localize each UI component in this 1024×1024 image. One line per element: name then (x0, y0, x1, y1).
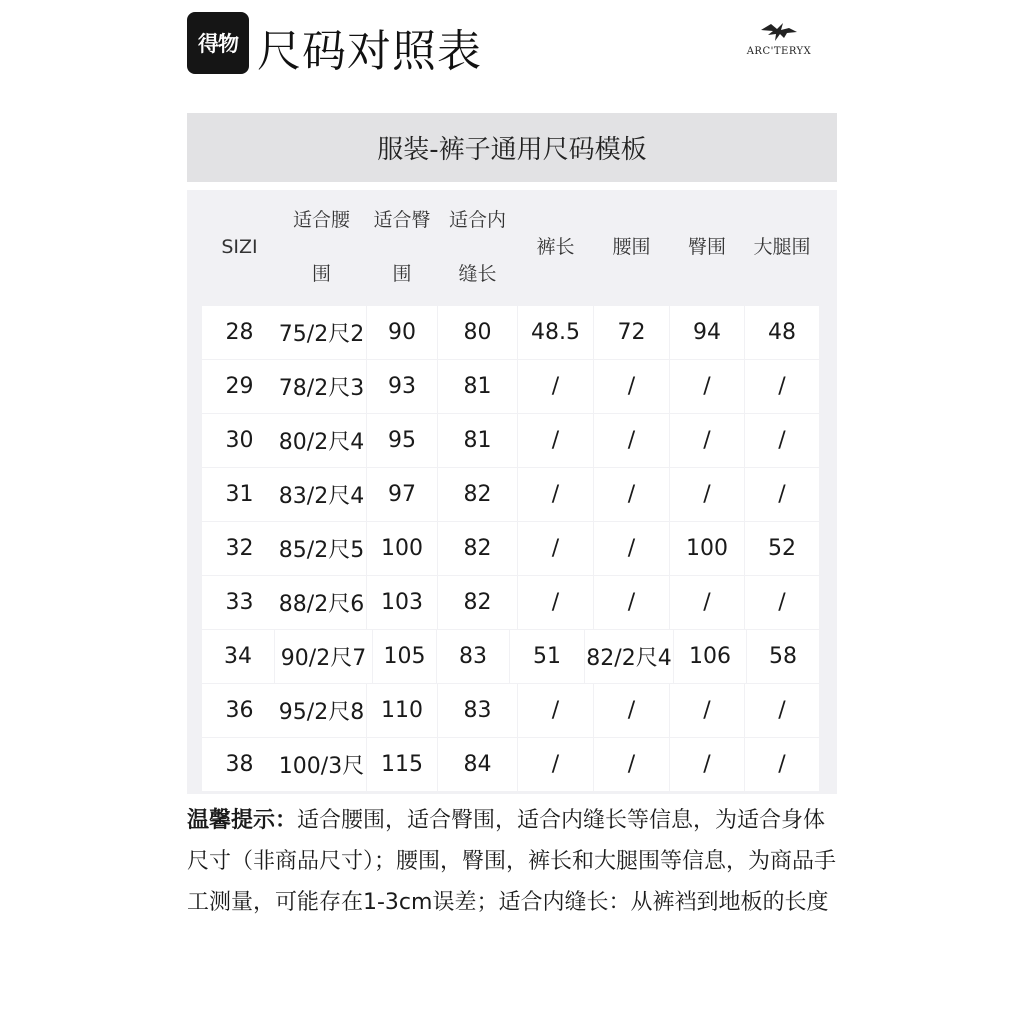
col-header-fit-waist: 围 (311, 263, 331, 285)
table-cell-fit-inseam: 82 (438, 576, 517, 629)
col-header-fit-waist: 适合腰 (292, 209, 350, 231)
table-cell-fit-hip: 115 (367, 738, 437, 791)
table-cell-pants-length: / (518, 468, 593, 521)
table-cell-fit-hip: 100 (367, 522, 437, 575)
table-cell-size: 29 (202, 360, 277, 413)
table-cell-pants-length: / (518, 360, 593, 413)
brand-logo (739, 20, 819, 57)
table-cell-size: 33 (202, 576, 277, 629)
table-cell-pants-length: / (518, 684, 593, 737)
table-cell-hip: / (670, 738, 744, 791)
col-header-waist: 腰围 (612, 236, 651, 258)
table-cell-size: 30 (202, 414, 277, 467)
table-cell-hip: / (670, 576, 744, 629)
table-cell-hip: 106 (674, 630, 746, 683)
table-cell-waist: / (594, 414, 669, 467)
table-cell-hip: / (670, 684, 744, 737)
archaeopteryx-icon (757, 20, 801, 44)
table-cell-hip: / (670, 414, 744, 467)
table-cell-size: 38 (202, 738, 277, 791)
table-cell-fit-inseam: 83 (437, 630, 509, 683)
table-cell-thigh: / (745, 576, 819, 629)
table-cell-fit-inseam: 80 (438, 306, 517, 359)
table-cell-hip: 94 (670, 306, 744, 359)
col-header-hip: 臀围 (687, 236, 726, 258)
col-header-fit-inseam: 适合内 (448, 209, 506, 231)
table-cell-fit-hip: 103 (367, 576, 437, 629)
tips-label: 温馨提示： (187, 808, 298, 833)
table-cell-fit-waist: 100/3尺 (277, 738, 366, 791)
table-cell-size: 34 (202, 630, 274, 683)
table-cell-size: 36 (202, 684, 277, 737)
table-cell-fit-waist: 88/2尺6 (277, 576, 366, 629)
col-header-fit-inseam: 缝长 (458, 263, 497, 285)
table-cell-waist: / (594, 468, 669, 521)
table-cell-thigh: / (745, 414, 819, 467)
table-cell-thigh: 58 (747, 630, 819, 683)
table-cell-waist: 72 (594, 306, 669, 359)
table-cell-hip: / (670, 360, 744, 413)
col-header-pants-length: 裤长 (536, 236, 575, 258)
table-cell-fit-waist: 83/2尺4 (277, 468, 366, 521)
table-cell-fit-waist: 95/2尺8 (277, 684, 366, 737)
app-logo: 得物 (187, 12, 249, 74)
table-cell-fit-hip: 105 (373, 630, 436, 683)
table-cell-pants-length: 48.5 (518, 306, 593, 359)
table-cell-fit-inseam: 82 (438, 468, 517, 521)
table-title-banner: 服装-裤子通用尺码模板 (187, 113, 837, 182)
table-cell-thigh: / (745, 738, 819, 791)
table-cell-waist: / (594, 360, 669, 413)
table-cell-size: 31 (202, 468, 277, 521)
table-cell-fit-inseam: 81 (438, 360, 517, 413)
table-cell-fit-waist: 80/2尺4 (277, 414, 366, 467)
table-cell-fit-inseam: 84 (438, 738, 517, 791)
table-cell-fit-hip: 93 (367, 360, 437, 413)
size-table (187, 190, 837, 794)
table-cell-waist: / (594, 522, 669, 575)
table-cell-fit-inseam: 81 (438, 414, 517, 467)
table-cell-pants-length: / (518, 414, 593, 467)
table-cell-fit-waist: 75/2尺2 (277, 306, 366, 359)
col-header-size: SIZI (221, 236, 258, 258)
col-header-thigh: 大腿围 (753, 236, 811, 258)
table-cell-pants-length: / (518, 576, 593, 629)
table-cell-waist: / (594, 738, 669, 791)
table-cell-thigh: / (745, 684, 819, 737)
table-cell-fit-inseam: 83 (438, 684, 517, 737)
table-cell-hip: 100 (670, 522, 744, 575)
col-header-fit-hip: 围 (392, 263, 412, 285)
table-cell-fit-inseam: 82 (438, 522, 517, 575)
table-cell-fit-hip: 95 (367, 414, 437, 467)
table-cell-pants-length: / (518, 522, 593, 575)
table-cell-fit-waist: 90/2尺7 (275, 630, 372, 683)
table-cell-fit-hip: 97 (367, 468, 437, 521)
table-cell-fit-waist: 85/2尺5 (277, 522, 366, 575)
table-cell-fit-hip: 110 (367, 684, 437, 737)
table-cell-waist: / (594, 684, 669, 737)
header (187, 10, 837, 90)
page-title: 尺码对照表 (257, 26, 482, 77)
table-cell-size: 28 (202, 306, 277, 359)
table-cell-thigh: 52 (745, 522, 819, 575)
table-cell-waist: / (594, 576, 669, 629)
table-cell-thigh: / (745, 468, 819, 521)
table-cell-pants-length: 51 (510, 630, 584, 683)
table-cell-hip: / (670, 468, 744, 521)
tips-text: 适合腰围，适合臀围，适合内缝长等信息，为适合身体尺寸（非商品尺寸）；腰围，臀围，裤长和大腿围等信息，为商品手工测量，可能存在1-3cm误差；适合内缝长：从裤裆到地板的长度 (187, 808, 837, 915)
table-cell-fit-waist: 78/2尺3 (277, 360, 366, 413)
table-cell-fit-hip: 90 (367, 306, 437, 359)
table-cell-pants-length: / (518, 738, 593, 791)
table-cell-thigh: 48 (745, 306, 819, 359)
table-cell-waist: 82/2尺4 (585, 630, 673, 683)
col-header-fit-hip: 适合臀 (373, 209, 431, 231)
table-cell-thigh: / (745, 360, 819, 413)
brand-text: ARC'TERYX (746, 46, 812, 57)
table-cell-size: 32 (202, 522, 277, 575)
tips-note (187, 800, 837, 923)
